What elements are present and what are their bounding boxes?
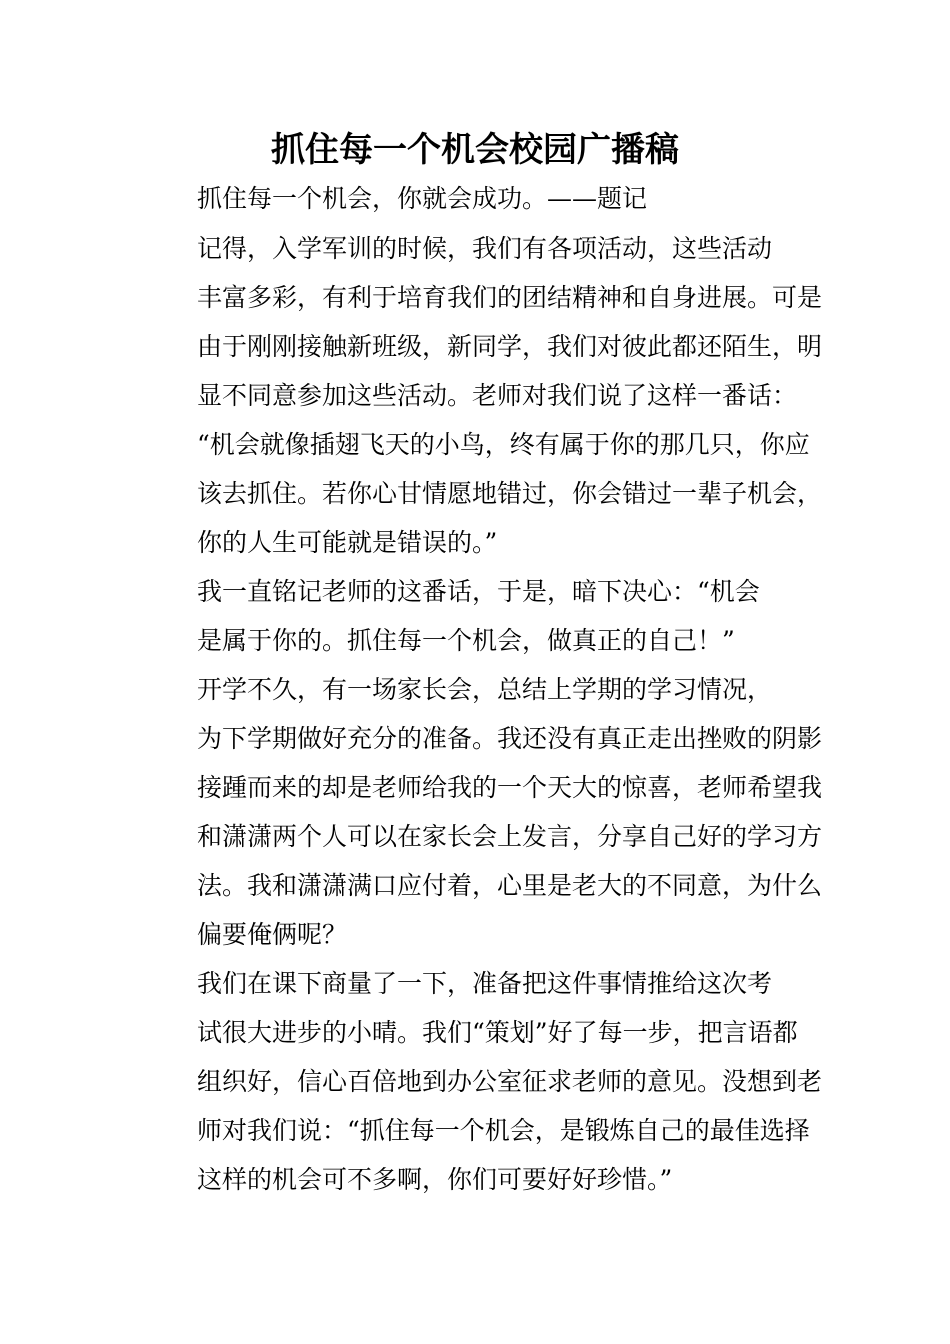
epigraph: 抓住每一个机会，你就会成功。——题记	[197, 184, 648, 213]
body-paragraph	[146, 224, 823, 567]
paragraph-line: 师对我们说：“抓住每一个机会，是锻炼自己的最佳选择	[197, 1116, 810, 1145]
paragraph-line: 为下学期做好充分的准备。我还没有真正走出挫败的阴影	[197, 724, 823, 753]
body-paragraph	[146, 959, 823, 1204]
paragraph-line: 是属于你的。抓住每一个机会，做真正的自己！”	[197, 626, 735, 655]
paragraph-line: 我们在课下商量了一下，准备把这件事情推给这次考	[197, 969, 773, 998]
paragraph-line: 接踵而来的却是老师给我的一个天大的惊喜，老师希望我	[197, 773, 823, 802]
paragraph-line: 和潇潇两个人可以在家长会上发言，分享自己好的学习方	[197, 822, 823, 851]
paragraph-line: 我一直铭记老师的这番话，于是，暗下决心：“机会	[197, 577, 760, 606]
body-paragraph	[146, 567, 810, 665]
paragraph-line: 该去抓住。若你心甘情愿地错过，你会错过一辈子机会，	[197, 479, 823, 508]
paragraph-line: “机会就像插翅飞天的小鸟，终有属于你的那几只，你应	[197, 430, 810, 459]
paragraph-line: 试很大进步的小晴。我们“策划”好了每一步，把言语都	[197, 1018, 798, 1047]
document-title: 抓住每一个机会校园广播稿	[271, 130, 679, 170]
paragraph-line: 法。我和潇潇满口应付着，心里是老大的不同意，为什么	[197, 871, 823, 900]
paragraph-line: 这样的机会可不多啊，你们可要好好珍惜。”	[197, 1165, 673, 1194]
document-body	[146, 224, 823, 1204]
paragraph-line: 显不同意参加这些活动。老师对我们说了这样一番话：	[197, 381, 798, 410]
paragraph-line: 由于刚刚接触新班级，新同学，我们对彼此都还陌生，明	[197, 332, 823, 361]
paragraph-line: 偏要俺俩呢？	[197, 920, 348, 949]
paragraph-line: 丰富多彩，有利于培育我们的团结精神和自身进展。可是	[197, 283, 823, 312]
paragraph-line: 组织好，信心百倍地到办公室征求老师的意见。没想到老	[197, 1067, 823, 1096]
paragraph-line: 你的人生可能就是错误的。”	[197, 528, 498, 557]
body-paragraph	[146, 665, 823, 959]
paragraph-line: 记得，入学军训的时候，我们有各项活动，这些活动	[197, 234, 773, 263]
paragraph-line: 开学不久，有一场家长会，总结上学期的学习情况，	[197, 675, 773, 704]
